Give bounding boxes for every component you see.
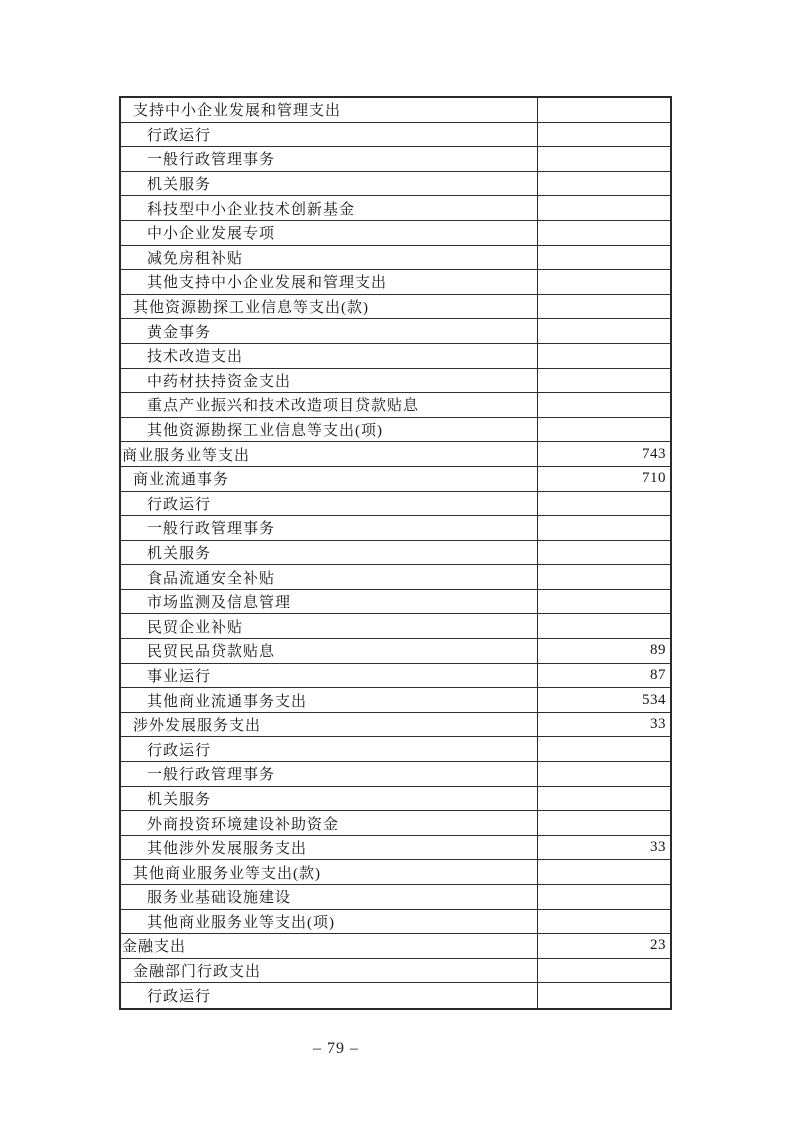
item-value xyxy=(538,590,670,614)
item-value xyxy=(538,319,670,343)
item-value xyxy=(538,910,670,934)
table-row xyxy=(121,541,670,566)
item-value xyxy=(538,98,670,122)
item-value xyxy=(538,860,670,884)
item-label: 一般行政管理事务 xyxy=(121,762,538,786)
item-value xyxy=(538,418,670,442)
item-label: 减免房租补贴 xyxy=(121,246,538,270)
page-number: – 79 – xyxy=(313,1040,359,1057)
item-label: 事业运行 xyxy=(121,664,538,688)
table-row xyxy=(121,221,670,246)
table-row xyxy=(121,467,670,492)
table-row xyxy=(121,295,670,320)
item-label: 行政运行 xyxy=(121,492,538,516)
item-label: 中药材扶持资金支出 xyxy=(121,369,538,393)
item-value xyxy=(538,369,670,393)
item-label: 行政运行 xyxy=(121,737,538,761)
table-row xyxy=(121,147,670,172)
table-row xyxy=(121,246,670,271)
item-value xyxy=(538,516,670,540)
item-label: 重点产业振兴和技术改造项目贷款贴息 xyxy=(121,393,538,417)
item-value xyxy=(538,172,670,196)
item-value: 33 xyxy=(650,839,666,856)
item-label: 金融部门行政支出 xyxy=(121,959,538,983)
item-label: 支持中小企业发展和管理支出 xyxy=(121,98,538,122)
item-label: 民贸民品贷款贴息 xyxy=(121,639,538,663)
item-value xyxy=(538,983,670,1008)
item-label: 服务业基础设施建设 xyxy=(121,885,538,909)
item-value: 89 xyxy=(650,642,666,659)
item-label: 金融支出 xyxy=(121,934,538,958)
table-row xyxy=(121,836,670,861)
item-value: 534 xyxy=(642,691,666,708)
table-row xyxy=(121,393,670,418)
item-label: 中小企业发展专项 xyxy=(121,221,538,245)
item-value: 743 xyxy=(642,445,666,462)
item-label: 涉外发展服务支出 xyxy=(121,713,538,737)
item-value xyxy=(538,270,670,294)
table-row xyxy=(121,910,670,935)
item-value xyxy=(538,885,670,909)
item-label: 其他支持中小企业发展和管理支出 xyxy=(121,270,538,294)
item-label: 行政运行 xyxy=(121,123,538,147)
table-row xyxy=(121,614,670,639)
item-label: 市场监测及信息管理 xyxy=(121,590,538,614)
table-row xyxy=(121,811,670,836)
item-value xyxy=(538,344,670,368)
table-row xyxy=(121,762,670,787)
item-label: 其他商业服务业等支出(款) xyxy=(121,860,538,884)
table-row xyxy=(121,713,670,738)
item-value xyxy=(538,541,670,565)
item-value: 710 xyxy=(642,470,666,487)
table-row xyxy=(121,860,670,885)
item-value xyxy=(538,393,670,417)
item-label: 一般行政管理事务 xyxy=(121,147,538,171)
table-row xyxy=(121,418,670,443)
item-value xyxy=(538,614,670,638)
table-row xyxy=(121,442,670,467)
item-value xyxy=(538,959,670,983)
table-row xyxy=(121,123,670,148)
table-row xyxy=(121,688,670,713)
table-row xyxy=(121,172,670,197)
item-label: 其他资源勘探工业信息等支出(款) xyxy=(121,295,538,319)
item-label: 行政运行 xyxy=(121,983,538,1008)
item-label: 外商投资环境建设补助资金 xyxy=(121,811,538,835)
budget-table xyxy=(119,96,672,1010)
item-value xyxy=(538,221,670,245)
item-value: 23 xyxy=(650,937,666,954)
item-value xyxy=(538,787,670,811)
table-row xyxy=(121,270,670,295)
table-row xyxy=(121,344,670,369)
item-value xyxy=(538,246,670,270)
item-label: 其他资源勘探工业信息等支出(项) xyxy=(121,418,538,442)
table-row xyxy=(121,934,670,959)
item-value xyxy=(538,762,670,786)
table-row xyxy=(121,737,670,762)
item-value xyxy=(538,565,670,589)
table-row xyxy=(121,516,670,541)
item-value xyxy=(538,737,670,761)
item-label: 民贸企业补贴 xyxy=(121,614,538,638)
item-label: 机关服务 xyxy=(121,541,538,565)
item-label: 机关服务 xyxy=(121,172,538,196)
table-row xyxy=(121,787,670,812)
item-value xyxy=(538,196,670,220)
item-value xyxy=(538,492,670,516)
table-row xyxy=(121,590,670,615)
item-label: 机关服务 xyxy=(121,787,538,811)
item-label: 商业流通事务 xyxy=(121,467,538,491)
table-row xyxy=(121,492,670,517)
item-label: 其他商业流通事务支出 xyxy=(121,688,538,712)
table-row xyxy=(121,639,670,664)
item-label: 黄金事务 xyxy=(121,319,538,343)
table-row xyxy=(121,565,670,590)
item-value xyxy=(538,147,670,171)
table-row xyxy=(121,885,670,910)
table-row xyxy=(121,959,670,984)
item-label: 其他涉外发展服务支出 xyxy=(121,836,538,860)
item-label: 科技型中小企业技术创新基金 xyxy=(121,196,538,220)
item-label: 一般行政管理事务 xyxy=(121,516,538,540)
item-label: 技术改造支出 xyxy=(121,344,538,368)
table-row xyxy=(121,319,670,344)
item-label: 食品流通安全补贴 xyxy=(121,565,538,589)
item-value: 87 xyxy=(650,666,666,683)
item-label: 其他商业服务业等支出(项) xyxy=(121,910,538,934)
item-value xyxy=(538,811,670,835)
item-value xyxy=(538,295,670,319)
table-row xyxy=(121,196,670,221)
item-value xyxy=(538,123,670,147)
item-value: 33 xyxy=(650,716,666,733)
table-row xyxy=(121,369,670,394)
table-row xyxy=(121,983,670,1008)
table-row xyxy=(121,664,670,689)
item-label: 商业服务业等支出 xyxy=(121,442,538,466)
table-row xyxy=(121,98,670,123)
